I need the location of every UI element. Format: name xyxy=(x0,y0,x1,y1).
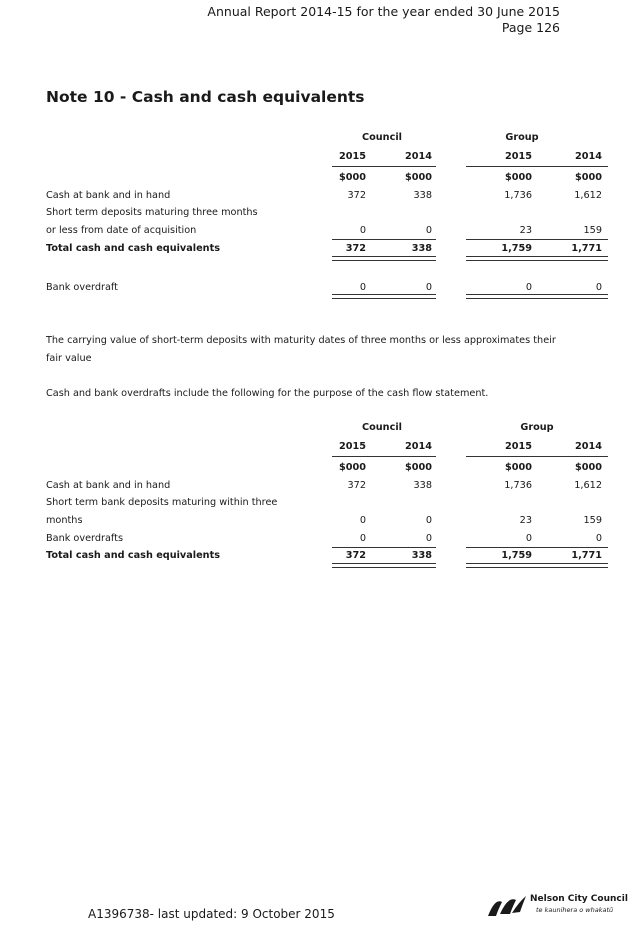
row-label: Short term bank deposits maturing within three xyxy=(46,497,278,509)
row-label: Bank overdrafts xyxy=(46,532,123,544)
unit-header: $000 xyxy=(339,172,366,184)
table-row xyxy=(46,222,612,240)
total-row xyxy=(46,547,612,565)
cell-value: 0 xyxy=(359,224,366,236)
total-row xyxy=(46,240,612,258)
cell-value: 1,736 xyxy=(504,189,532,201)
council-tagline: te kaunihera o whakatū xyxy=(536,906,614,914)
cash-flow-note: Cash and bank overdrafts include the following for the purpose of the cash flow statement. xyxy=(46,388,489,399)
row-label: Short term deposits maturing three months xyxy=(46,207,258,219)
cell-value: 0 xyxy=(595,282,602,294)
row-label: months xyxy=(46,514,83,526)
year-header: 2014 xyxy=(405,150,432,162)
year-header: 2015 xyxy=(505,150,532,162)
table-row xyxy=(46,279,612,297)
table-row xyxy=(46,530,612,548)
cell-value: 23 xyxy=(519,224,532,236)
year-header: 2014 xyxy=(575,440,602,452)
cell-value: 0 xyxy=(525,532,532,544)
year-header: 2015 xyxy=(505,440,532,452)
group-header-row xyxy=(46,130,612,148)
cell-value: 159 xyxy=(583,514,602,526)
cell-value: 0 xyxy=(425,282,432,294)
council-group-header: Council xyxy=(362,422,402,433)
cash-flow-table xyxy=(46,420,612,565)
year-header: 2015 xyxy=(339,150,366,162)
council-logo-mark-icon xyxy=(486,894,528,918)
note-line: fair value xyxy=(46,353,92,364)
council-name: Nelson City Council xyxy=(530,894,628,904)
row-label: Total cash and cash equivalents xyxy=(46,550,220,562)
year-header-row xyxy=(46,438,612,456)
note-line: The carrying value of short-term deposits with maturity dates of three months or less approximates their xyxy=(46,335,556,346)
cell-value: 372 xyxy=(345,242,366,254)
unit-header: $000 xyxy=(505,172,532,184)
unit-header: $000 xyxy=(575,172,602,184)
unit-header: $000 xyxy=(339,462,366,474)
year-header: 2015 xyxy=(339,440,366,452)
page-number: Page 126 xyxy=(501,20,560,35)
cash-table xyxy=(46,130,612,297)
cell-value: 159 xyxy=(583,224,602,236)
group-group-header: Group xyxy=(520,422,554,433)
row-label: Cash at bank and in hand xyxy=(46,479,171,491)
carrying-value-note xyxy=(46,332,566,368)
row-label: Total cash and cash equivalents xyxy=(46,242,220,254)
cell-value: 1,612 xyxy=(574,189,602,201)
report-title-line: Annual Report 2014-15 for the year ended 30 June 2015 xyxy=(207,4,560,19)
council-logo xyxy=(486,892,628,920)
cell-value: 372 xyxy=(347,189,366,201)
cell-value: 0 xyxy=(595,532,602,544)
table-row xyxy=(46,204,612,222)
report-header xyxy=(207,4,560,36)
cell-value: 1,759 xyxy=(501,550,532,562)
row-label: Bank overdraft xyxy=(46,282,118,294)
group-group-header: Group xyxy=(505,132,539,143)
cell-value: 0 xyxy=(425,224,432,236)
year-header: 2014 xyxy=(405,440,432,452)
cell-value: 23 xyxy=(519,514,532,526)
unit-header: $000 xyxy=(405,462,432,474)
document-footer: A1396738- last updated: 9 October 2015 xyxy=(88,907,335,921)
table-row xyxy=(46,494,612,512)
cell-value: 0 xyxy=(425,532,432,544)
unit-header: $000 xyxy=(505,462,532,474)
unit-header: $000 xyxy=(405,172,432,184)
cell-value: 372 xyxy=(345,550,366,562)
cell-value: 338 xyxy=(411,242,432,254)
unit-header-row xyxy=(46,459,612,477)
cell-value: 1,771 xyxy=(571,242,602,254)
cell-value: 1,771 xyxy=(571,550,602,562)
cell-value: 372 xyxy=(347,479,366,491)
table-row xyxy=(46,477,612,495)
cell-value: 338 xyxy=(413,189,432,201)
table-row xyxy=(46,512,612,530)
cell-value: 1,612 xyxy=(574,479,602,491)
cell-value: 0 xyxy=(359,514,366,526)
cell-value: 338 xyxy=(413,479,432,491)
unit-header-row xyxy=(46,169,612,187)
table-row xyxy=(46,187,612,205)
note-title: Note 10 - Cash and cash equivalents xyxy=(46,88,365,106)
cell-value: 1,736 xyxy=(504,479,532,491)
cell-value: 0 xyxy=(359,532,366,544)
unit-header: $000 xyxy=(575,462,602,474)
row-label: or less from date of acquisition xyxy=(46,224,197,236)
cell-value: 0 xyxy=(425,514,432,526)
cell-value: 0 xyxy=(525,282,532,294)
group-header-row xyxy=(46,420,612,438)
row-label: Cash at bank and in hand xyxy=(46,189,171,201)
year-header-row xyxy=(46,148,612,166)
cell-value: 0 xyxy=(359,282,366,294)
year-header: 2014 xyxy=(575,150,602,162)
cell-value: 1,759 xyxy=(501,242,532,254)
cell-value: 338 xyxy=(411,550,432,562)
council-group-header: Council xyxy=(362,132,402,143)
